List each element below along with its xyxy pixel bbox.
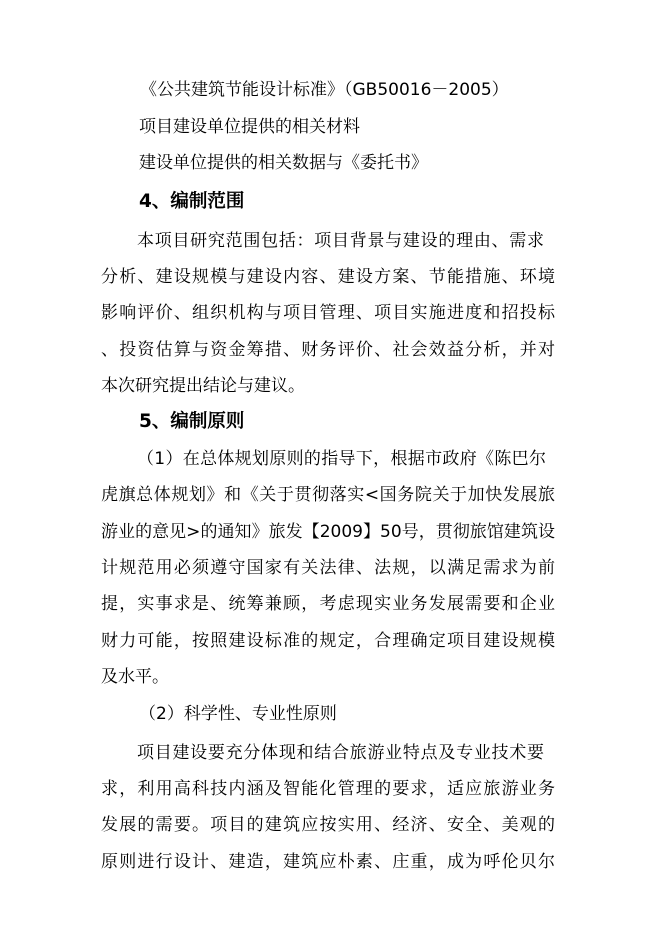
reference-standard-line: 《公共建筑节能设计标准》（GB50016－2005） (140, 80, 509, 100)
principle-1-line-3: 游业的意见>的通知》旅发【2009】50号，贯彻旅馆建筑设 (101, 522, 555, 542)
scope-line-5: 本次研究提出结论与建议。 (101, 376, 305, 396)
scope-line-1: 本项目研究范围包括：项目背景与建设的理由、需求 (137, 231, 544, 251)
section-4-heading: 4、编制范围 (139, 191, 245, 212)
reference-materials-line: 项目建设单位提供的相关材料 (139, 117, 360, 137)
principle-1-line-5: 提，实事求是、统筹兼顾，考虑现实业务发展需要和企业 (101, 594, 555, 614)
principle-2-line-3: 发展的需要。项目的建筑应按实用、经济、安全、美观的 (101, 815, 555, 835)
scope-line-3: 影响评价、组织机构与项目管理、项目实施进度和招投标 (101, 303, 555, 323)
principle-1-line-6: 财力可能，按照建设标准的规定，合理确定项目建设规模 (101, 631, 555, 651)
principle-1-line-1: （1）在总体规划原则的指导下，根据市政府《陈巴尔 (137, 449, 546, 469)
principle-2-line-1: 项目建设要充分体现和结合旅游业特点及专业技术要 (137, 743, 544, 763)
principle-1-line-2: 虎旗总体规划》和《关于贯彻落实<国务院关于加快发展旅 (101, 485, 555, 505)
scope-line-4: 、投资估算与资金筹措、财务评价、社会效益分析，并对 (101, 340, 555, 360)
section-5-heading: 5、编制原则 (139, 411, 245, 432)
scope-line-2: 分析、建设规模与建设内容、建设方案、节能措施、环境 (101, 267, 555, 287)
principle-1-line-7: 及水平。 (101, 667, 169, 687)
principle-1-line-4: 计规范用必须遵守国家有关法律、法规，以满足需求为前 (101, 558, 555, 578)
principle-2-title: （2）科学性、专业性原则 (139, 704, 337, 724)
reference-data-line: 建设单位提供的相关数据与《委托书》 (139, 153, 428, 173)
principle-2-line-2: 求，利用高科技内涵及智能化管理的要求，适应旅游业务 (101, 779, 555, 799)
principle-2-line-4: 原则进行设计、建造，建筑应朴素、庄重，成为呼伦贝尔 (101, 852, 555, 872)
